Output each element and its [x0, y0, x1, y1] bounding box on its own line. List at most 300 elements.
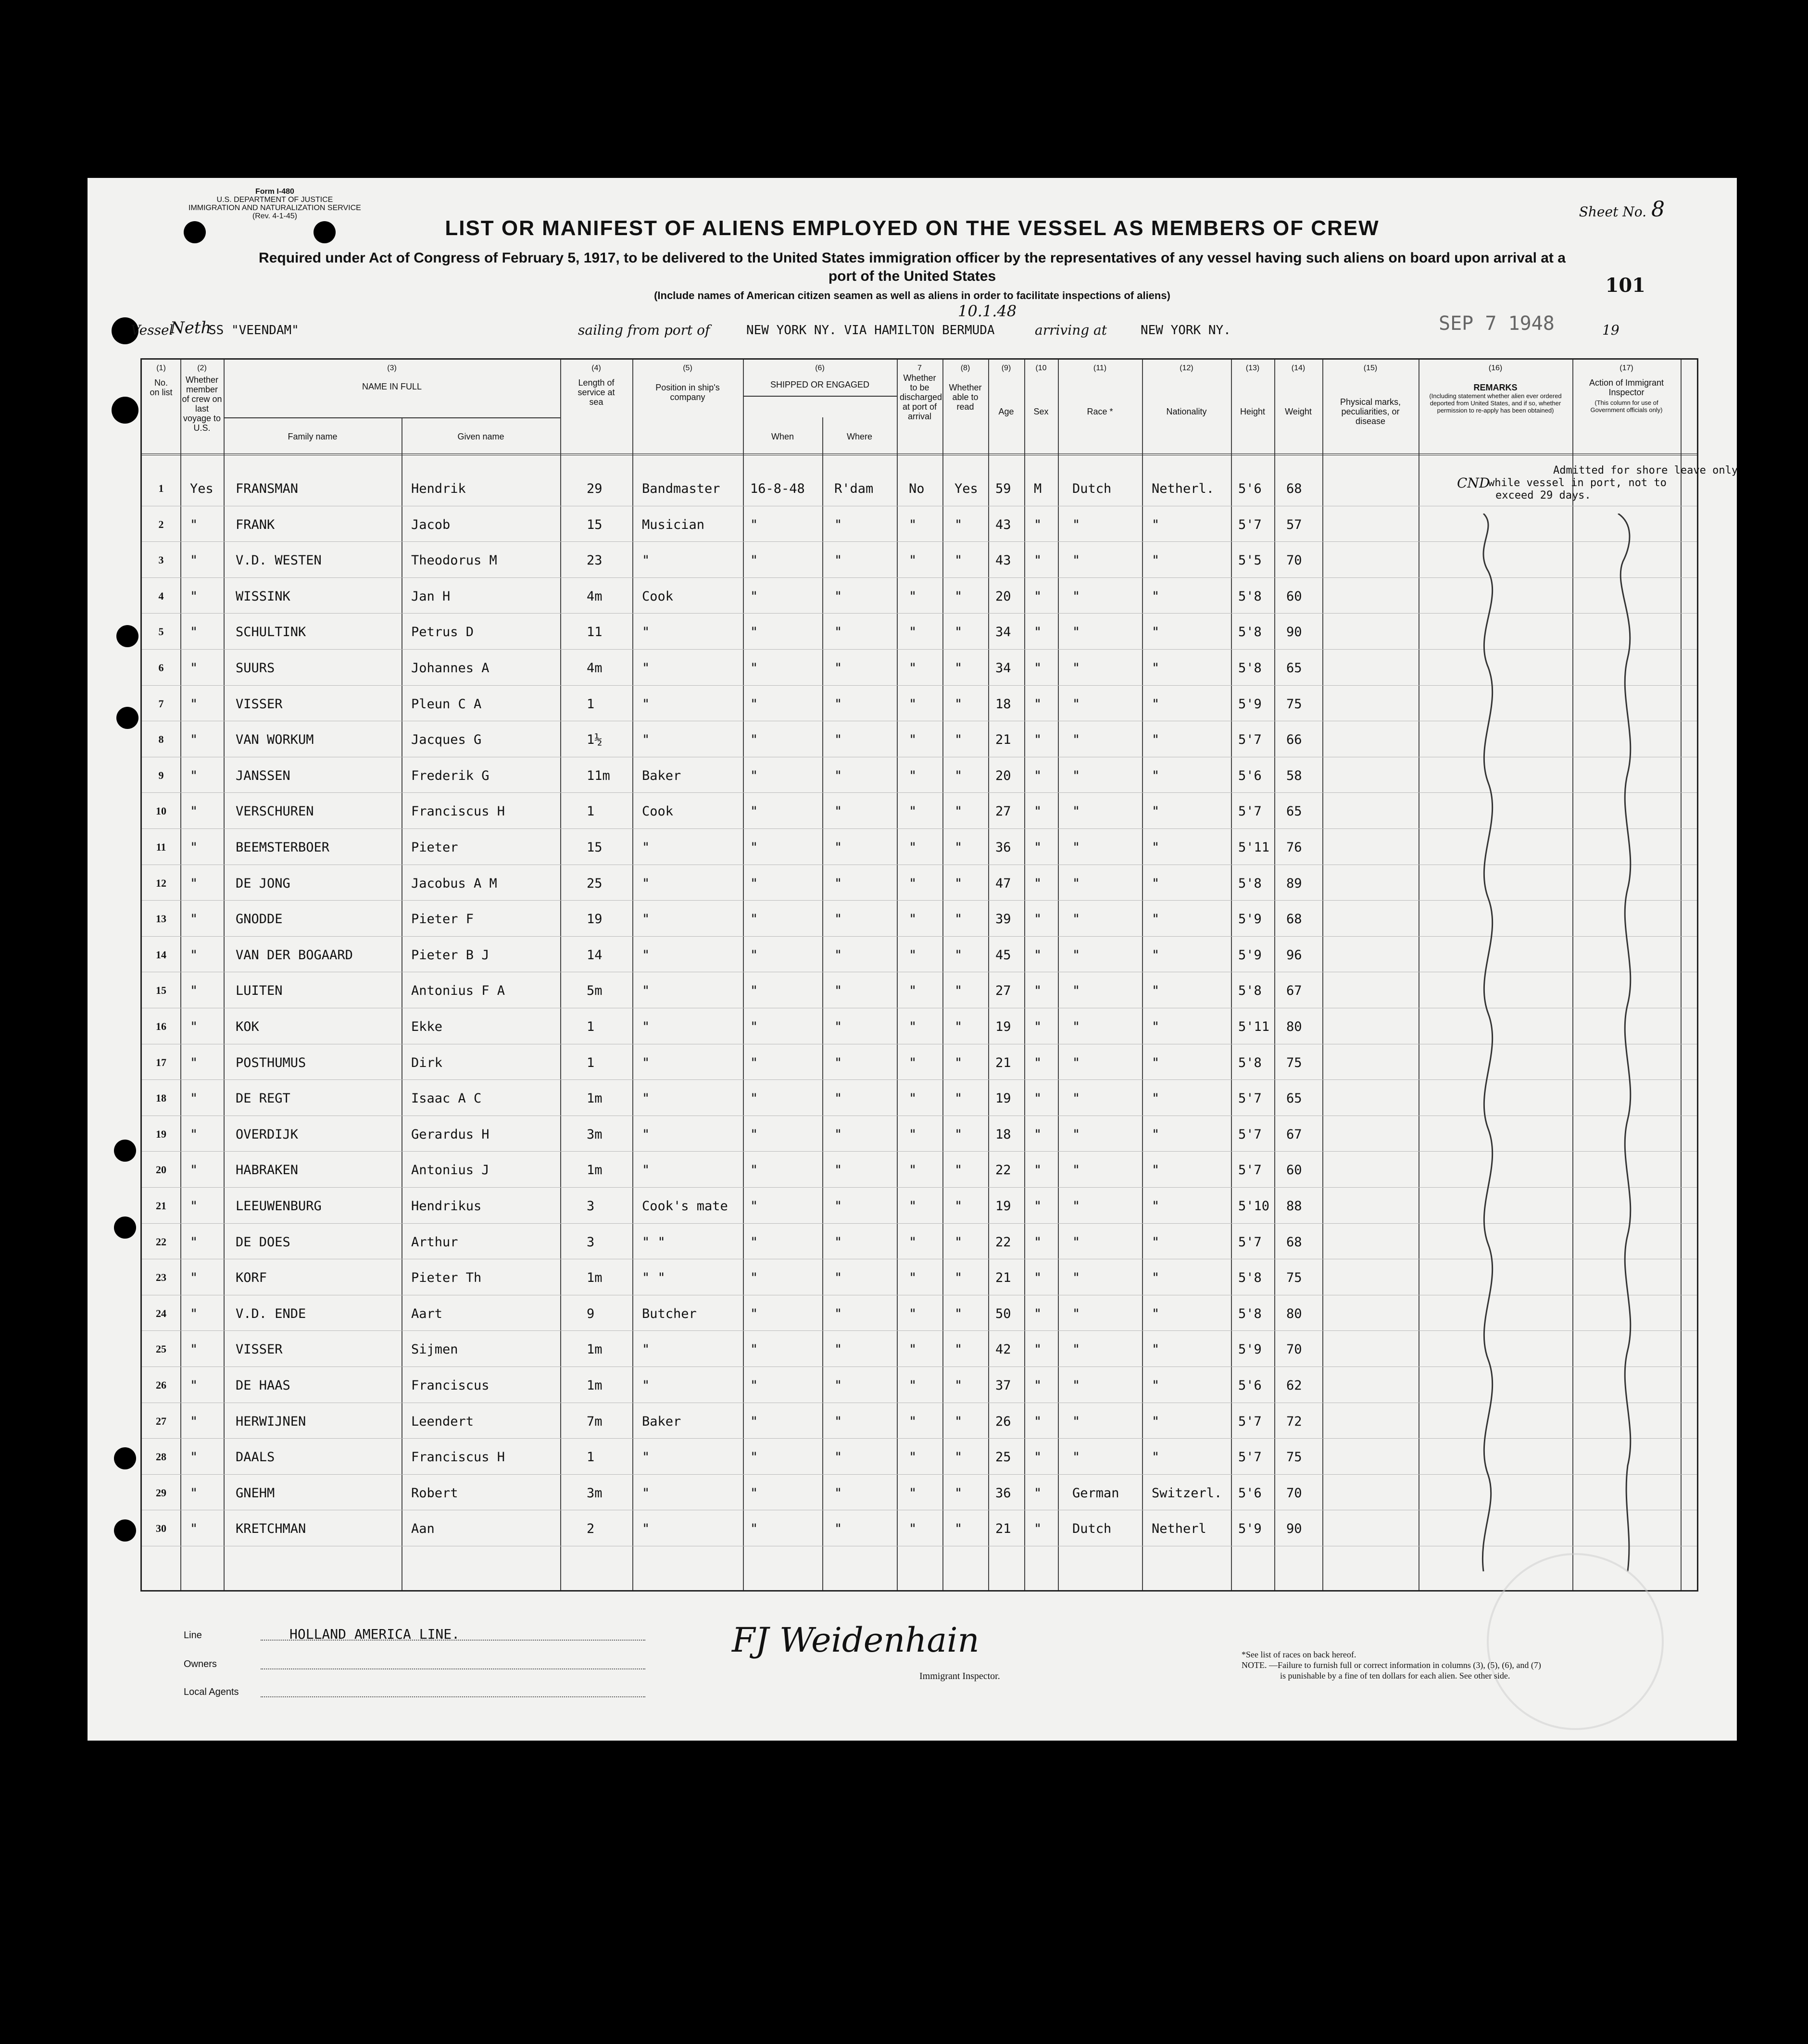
- cell-sex: ": [1034, 804, 1042, 819]
- cell-race: ": [1072, 1450, 1080, 1465]
- remarks-text-3: exceed 29 days.: [1495, 489, 1591, 502]
- cell-when: ": [750, 947, 758, 963]
- cell-given: Johannes A: [411, 661, 490, 676]
- row-rule: [142, 577, 1697, 578]
- cell-height: 5'9: [1238, 912, 1262, 927]
- cell-read: ": [954, 804, 963, 819]
- cell-family: WISSINK: [236, 589, 290, 604]
- cell-where: ": [834, 1414, 842, 1429]
- cell-when: ": [750, 840, 758, 855]
- cell-where: ": [834, 1270, 842, 1286]
- cell-when: ": [750, 625, 758, 640]
- cell-sex: ": [1034, 661, 1042, 676]
- cell-age: 22: [995, 1234, 1011, 1250]
- row-number: 8: [158, 733, 164, 746]
- cell-race: ": [1072, 517, 1080, 532]
- row-number: 10: [156, 805, 166, 817]
- cell-given: Sijmen: [411, 1342, 458, 1357]
- cell-read: ": [954, 661, 963, 676]
- col2-header: (2) Whether member of crew on last voyage to U.S.: [182, 364, 222, 433]
- row-rule: [142, 1079, 1697, 1080]
- cell-prev: ": [190, 553, 198, 568]
- cell-height: 5'8: [1238, 661, 1262, 676]
- cell-sex: ": [1034, 1199, 1042, 1214]
- cell-service: 11: [587, 625, 603, 640]
- cell-race: ": [1072, 840, 1080, 855]
- cell-race: ": [1072, 1414, 1080, 1429]
- col15-header: (15) Physical marks, peculiarities, or disease: [1340, 364, 1401, 426]
- cell-disch: ": [909, 517, 917, 532]
- row-number: 22: [156, 1235, 166, 1248]
- family-name-header: Family name: [288, 432, 338, 441]
- cell-weight: 75: [1286, 696, 1302, 712]
- cell-age: 25: [995, 1450, 1011, 1465]
- cell-age: 37: [995, 1378, 1011, 1393]
- cell-given: Dirk: [411, 1055, 443, 1070]
- cell-family: LUITEN: [236, 983, 283, 999]
- cell-when: ": [750, 1378, 758, 1393]
- cell-when: 16-8-48: [750, 481, 805, 496]
- cell-age: 34: [995, 661, 1011, 676]
- cell-when: ": [750, 768, 758, 783]
- cell-nat: ": [1152, 876, 1160, 891]
- cell-sex: ": [1034, 1414, 1042, 1429]
- cell-position: ": [642, 1091, 650, 1106]
- cell-family: SUURS: [236, 661, 275, 676]
- cell-service: 3: [587, 1199, 595, 1214]
- cell-where: ": [834, 1163, 842, 1178]
- cell-disch: ": [909, 1450, 917, 1465]
- cell-prev: ": [190, 1378, 198, 1393]
- cell-service: 1½: [587, 732, 603, 748]
- cell-given: Robert: [411, 1485, 458, 1501]
- row-number: 7: [158, 697, 164, 710]
- cell-read: ": [954, 732, 963, 748]
- cell-when: ": [750, 1091, 758, 1106]
- where-header: Where: [846, 432, 872, 441]
- cell-when: ": [750, 589, 758, 604]
- cell-age: 45: [995, 947, 1011, 963]
- line-rule: [261, 1640, 645, 1641]
- cell-height: 5'8: [1238, 625, 1262, 640]
- cell-age: 20: [995, 768, 1011, 783]
- cell-position: Butcher: [642, 1306, 697, 1321]
- line-label: Line: [184, 1630, 202, 1641]
- cell-nat: ": [1152, 1378, 1160, 1393]
- cell-weight: 65: [1286, 804, 1302, 819]
- cell-disch: ": [909, 696, 917, 712]
- cell-sex: ": [1034, 840, 1042, 855]
- cell-given: Franciscus H: [411, 1450, 505, 1465]
- cell-family: GNEHM: [236, 1485, 275, 1501]
- cell-read: ": [954, 1091, 963, 1106]
- cell-when: ": [750, 661, 758, 676]
- cell-given: Jacques G: [411, 732, 482, 748]
- page-stamp-number: 101: [1605, 274, 1645, 297]
- service: IMMIGRATION AND NATURALIZATION SERVICE: [188, 204, 361, 212]
- cell-prev: ": [190, 1485, 198, 1501]
- cell-service: 14: [587, 947, 603, 963]
- cell-sex: ": [1034, 1019, 1042, 1034]
- cell-disch: ": [909, 1234, 917, 1250]
- cell-sex: ": [1034, 876, 1042, 891]
- cell-sex: ": [1034, 1091, 1042, 1106]
- row-number: 15: [156, 984, 166, 997]
- cell-read: ": [954, 589, 963, 604]
- cell-race: ": [1072, 804, 1080, 819]
- row-number: 27: [156, 1415, 166, 1427]
- cell-disch: ": [909, 912, 917, 927]
- row-number: 21: [156, 1200, 166, 1212]
- cell-position: ": [642, 1378, 650, 1393]
- column-divider: [632, 360, 633, 1590]
- cell-family: VERSCHUREN: [236, 804, 314, 819]
- cell-sex: ": [1034, 517, 1042, 532]
- cell-disch: ": [909, 661, 917, 676]
- cell-family: KOK: [236, 1019, 259, 1034]
- cell-given: Arthur: [411, 1234, 458, 1250]
- cell-where: ": [834, 553, 842, 568]
- cell-position: ": [642, 912, 650, 927]
- cell-family: DE DOES: [236, 1234, 290, 1250]
- official-seal: [1487, 1553, 1664, 1730]
- row-rule: [142, 613, 1697, 614]
- cell-nat: ": [1152, 517, 1160, 532]
- cell-nat: ": [1152, 732, 1160, 748]
- cell-when: ": [750, 553, 758, 568]
- cell-height: 5'9: [1238, 696, 1262, 712]
- cell-where: ": [834, 1342, 842, 1357]
- sheet-label: Sheet No.: [1579, 204, 1646, 220]
- cell-race: ": [1072, 553, 1080, 568]
- row-number: 4: [158, 589, 164, 602]
- cell-weight: 70: [1286, 1485, 1302, 1501]
- cell-service: 1m: [587, 1163, 603, 1178]
- cell-race: ": [1072, 1055, 1080, 1070]
- line-value: HOLLAND AMERICA LINE.: [289, 1626, 460, 1642]
- cell-family: FRANSMAN: [236, 481, 299, 496]
- cell-age: 26: [995, 1414, 1011, 1429]
- col6-header: (6) SHIPPED OR ENGAGED: [770, 364, 870, 389]
- cell-position: ": [642, 625, 650, 640]
- cell-when: ": [750, 517, 758, 532]
- cell-where: ": [834, 1055, 842, 1070]
- col7-header: 7 Whether to be discharged at port of arrival: [900, 364, 942, 421]
- cell-nat: ": [1152, 1163, 1160, 1178]
- cell-sex: ": [1034, 1306, 1042, 1321]
- cell-weight: 68: [1286, 1234, 1302, 1250]
- cell-family: HERWIJNEN: [236, 1414, 306, 1429]
- cell-given: Frederik G: [411, 768, 490, 783]
- cell-read: ": [954, 1485, 963, 1501]
- cell-height: 5'9: [1238, 1342, 1262, 1357]
- arrival-date-stamp: SEP 7 1948: [1439, 313, 1555, 335]
- column-divider: [1322, 360, 1323, 1590]
- cell-weight: 65: [1286, 661, 1302, 676]
- row-number: 25: [156, 1343, 166, 1355]
- cell-service: 7m: [587, 1414, 603, 1429]
- cell-given: Antonius J: [411, 1163, 490, 1178]
- cell-disch: ": [909, 768, 917, 783]
- cell-race: ": [1072, 1019, 1080, 1034]
- cell-disch: ": [909, 1199, 917, 1214]
- cell-when: ": [750, 1163, 758, 1178]
- cell-where: ": [834, 947, 842, 963]
- cell-family: HABRAKEN: [236, 1163, 299, 1178]
- cell-position: ": [642, 1163, 650, 1178]
- cell-given: Franciscus H: [411, 804, 505, 819]
- cell-disch: ": [909, 1306, 917, 1321]
- column-divider: [1572, 360, 1573, 1590]
- row-rule: [142, 828, 1697, 829]
- cell-read: ": [954, 553, 963, 568]
- cell-race: ": [1072, 768, 1080, 783]
- cell-height: 5'8: [1238, 1270, 1262, 1286]
- cell-service: 19: [587, 912, 603, 927]
- cell-weight: 70: [1286, 1342, 1302, 1357]
- cell-service: 4m: [587, 661, 603, 676]
- revision: (Rev. 4-1-45): [252, 212, 297, 220]
- cell-height: 5'7: [1238, 732, 1262, 748]
- cell-sex: ": [1034, 1378, 1042, 1393]
- cell-race: ": [1072, 1091, 1080, 1106]
- cell-where: ": [834, 625, 842, 640]
- cell-when: ": [750, 696, 758, 712]
- cell-age: 21: [995, 732, 1011, 748]
- cell-nat: ": [1152, 589, 1160, 604]
- cell-nat: ": [1152, 1306, 1160, 1321]
- cell-sex: ": [1034, 1342, 1042, 1357]
- cell-race: Dutch: [1072, 481, 1112, 496]
- cell-prev: ": [190, 804, 198, 819]
- cell-when: ": [750, 1414, 758, 1429]
- cell-race: ": [1072, 1306, 1080, 1321]
- cell-prev: ": [190, 1414, 198, 1429]
- cell-where: ": [834, 1234, 842, 1250]
- cell-race: ": [1072, 589, 1080, 604]
- cell-where: ": [834, 589, 842, 604]
- cell-service: 1: [587, 696, 595, 712]
- cell-height: 5'7: [1238, 804, 1262, 819]
- cell-nat: ": [1152, 696, 1160, 712]
- cell-given: Jan H: [411, 589, 451, 604]
- cell-nat: ": [1152, 553, 1160, 568]
- row-rule: [142, 936, 1697, 937]
- row-number: 5: [158, 626, 164, 638]
- cell-race: ": [1072, 1163, 1080, 1178]
- cell-service: 11m: [587, 768, 610, 783]
- row-rule: [142, 1474, 1697, 1475]
- cell-nat: ": [1152, 912, 1160, 927]
- row-rule: [142, 1223, 1697, 1224]
- cell-weight: 70: [1286, 553, 1302, 568]
- cell-height: 5'8: [1238, 1306, 1262, 1321]
- row-number: 11: [156, 841, 166, 853]
- footnote-penalty-1: NOTE. —Failure to furnish full or correct information in columns (3), (5), (6), and (7): [1242, 1660, 1541, 1670]
- subtitle-line-3: (Include names of American citizen seamen as well as aliens in order to facilitate inspections of aliens): [654, 289, 1170, 301]
- cell-height: 5'6: [1238, 481, 1262, 496]
- subhead-rule: [224, 417, 560, 418]
- cell-where: ": [834, 1485, 842, 1501]
- cell-nat: ": [1152, 1450, 1160, 1465]
- column-divider: [822, 417, 823, 1590]
- cell-disch: ": [909, 625, 917, 640]
- cell-position: ": [642, 696, 650, 712]
- cell-where: ": [834, 912, 842, 927]
- cell-given: Jacobus A M: [411, 876, 497, 891]
- row-rule: [142, 541, 1697, 542]
- row-number: 19: [156, 1128, 166, 1140]
- cell-service: 3: [587, 1234, 595, 1250]
- cell-service: 15: [587, 840, 603, 855]
- cell-prev: ": [190, 589, 198, 604]
- cell-service: 1m: [587, 1342, 603, 1357]
- cell-weight: 60: [1286, 1163, 1302, 1178]
- cell-family: DE HAAS: [236, 1378, 290, 1393]
- cell-where: ": [834, 1306, 842, 1321]
- cell-race: German: [1072, 1485, 1119, 1501]
- cell-prev: ": [190, 1055, 198, 1070]
- cell-read: ": [954, 625, 963, 640]
- col14-header: (14) Weight: [1285, 364, 1312, 416]
- cell-where: ": [834, 732, 842, 748]
- cell-weight: 65: [1286, 1091, 1302, 1106]
- cell-read: ": [954, 1521, 963, 1537]
- row-rule: [142, 1438, 1697, 1439]
- punch-hole: [116, 707, 138, 729]
- row-number: 2: [158, 518, 164, 530]
- cell-disch: ": [909, 804, 917, 819]
- cell-service: 25: [587, 876, 603, 891]
- cell-service: 2: [587, 1521, 595, 1537]
- cell-nat: ": [1152, 625, 1160, 640]
- cell-given: Aart: [411, 1306, 443, 1321]
- cell-position: " ": [642, 1234, 665, 1250]
- cell-nat: ": [1152, 1091, 1160, 1106]
- cell-nat: ": [1152, 1270, 1160, 1286]
- cell-read: ": [954, 1306, 963, 1321]
- cell-position: Baker: [642, 768, 681, 783]
- cell-prev: ": [190, 625, 198, 640]
- cell-position: Musician: [642, 517, 705, 532]
- cell-nat: Netherl.: [1152, 481, 1215, 496]
- cell-height: 5'7: [1238, 517, 1262, 532]
- cell-family: FRANK: [236, 517, 275, 532]
- cell-height: 5'9: [1238, 947, 1262, 963]
- cell-prev: ": [190, 1234, 198, 1250]
- cell-weight: 90: [1286, 1521, 1302, 1537]
- cell-weight: 72: [1286, 1414, 1302, 1429]
- cell-nat: ": [1152, 1055, 1160, 1070]
- cell-prev: ": [190, 1091, 198, 1106]
- cell-where: ": [834, 1521, 842, 1537]
- cell-read: ": [954, 517, 963, 532]
- cell-family: SCHULTINK: [236, 625, 306, 640]
- cell-height: 5'11: [1238, 840, 1270, 855]
- cell-nat: ": [1152, 768, 1160, 783]
- col8-header: (8) Whether able to read: [949, 364, 982, 412]
- cell-service: 9: [587, 1306, 595, 1321]
- department: U.S. DEPARTMENT OF JUSTICE: [216, 196, 333, 204]
- cell-when: ": [750, 1127, 758, 1142]
- cell-race: ": [1072, 1270, 1080, 1286]
- cell-read: ": [954, 1055, 963, 1070]
- cell-age: 19: [995, 1091, 1011, 1106]
- cell-age: 34: [995, 625, 1011, 640]
- cell-disch: ": [909, 1521, 917, 1537]
- cell-race: ": [1072, 625, 1080, 640]
- cell-position: ": [642, 661, 650, 676]
- footnote: [1242, 1649, 1674, 1681]
- remarks-stamp: CND: [1457, 475, 1490, 491]
- arriving-label: arriving at: [1035, 322, 1107, 338]
- cell-height: 5'8: [1238, 589, 1262, 604]
- remarks-text-1: Admitted for shore leave only: [1553, 464, 1738, 477]
- cell-where: ": [834, 983, 842, 999]
- cell-position: Bandmaster: [642, 481, 720, 496]
- cell-age: 43: [995, 553, 1011, 568]
- cell-age: 19: [995, 1019, 1011, 1034]
- cell-given: Aan: [411, 1521, 435, 1537]
- cell-age: 47: [995, 876, 1011, 891]
- cell-read: ": [954, 876, 963, 891]
- cell-read: ": [954, 1450, 963, 1465]
- cell-service: 15: [587, 517, 603, 532]
- cell-service: 1: [587, 1055, 595, 1070]
- row-rule: [142, 1187, 1697, 1188]
- cell-disch: ": [909, 1270, 917, 1286]
- agents-rule: [261, 1696, 645, 1697]
- cell-given: Isaac A C: [411, 1091, 482, 1106]
- cell-sex: ": [1034, 625, 1042, 640]
- cell-weight: 68: [1286, 912, 1302, 927]
- cell-read: ": [954, 1414, 963, 1429]
- cell-read: ": [954, 768, 963, 783]
- row-number: 26: [156, 1379, 166, 1391]
- cell-when: ": [750, 732, 758, 748]
- cell-family: POSTHUMUS: [236, 1055, 306, 1070]
- cell-service: 23: [587, 553, 603, 568]
- cell-nat: ": [1152, 1019, 1160, 1034]
- cell-given: Pieter Th: [411, 1270, 482, 1286]
- cell-height: 5'7: [1238, 1414, 1262, 1429]
- col13-header: (13) Height: [1240, 364, 1266, 416]
- cell-age: 36: [995, 840, 1011, 855]
- cell-where: ": [834, 1450, 842, 1465]
- cell-nat: ": [1152, 1414, 1160, 1429]
- cell-service: 29: [587, 481, 603, 496]
- cell-where: ": [834, 696, 842, 712]
- row-number: 30: [156, 1522, 166, 1535]
- cell-family: V.D. WESTEN: [236, 553, 322, 568]
- punch-hole: [116, 625, 138, 647]
- cell-sex: ": [1034, 1485, 1042, 1501]
- punch-hole: [112, 397, 138, 424]
- cell-disch: ": [909, 732, 917, 748]
- cell-nat: ": [1152, 947, 1160, 963]
- cell-sex: ": [1034, 947, 1042, 963]
- cell-service: 1: [587, 1019, 595, 1034]
- cell-height: 5'7: [1238, 1127, 1262, 1142]
- cell-read: ": [954, 947, 963, 963]
- cell-race: ": [1072, 1378, 1080, 1393]
- cell-age: 19: [995, 1199, 1011, 1214]
- cell-given: Petrus D: [411, 625, 474, 640]
- cell-position: Cook: [642, 589, 674, 604]
- cell-height: 5'8: [1238, 1055, 1262, 1070]
- cell-given: Pieter F: [411, 912, 474, 927]
- cell-when: ": [750, 1199, 758, 1214]
